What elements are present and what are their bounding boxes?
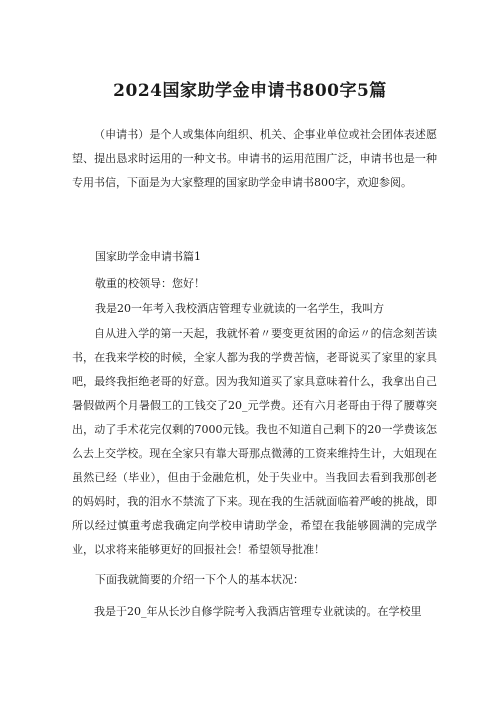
section-heading: 国家助学金申请书篇1 [95,250,201,263]
greeting-line: 敬重的校领导：您好！ [95,277,205,290]
last-paragraph: 我是于20_年从长沙自修学院考入我酒店管理专业就读的。在学校里 [94,605,422,618]
intro-paragraph: （申请书）是个人或集体向组织、机关、企事业单位或社会团体表述愿望、提出恳求时运用的一种文书。申请书的运用范围广泛，申请书也是一种专用书信，下面是为大家整理的国家助学金申请书800字，欢迎参阅。 [72,128,437,189]
self-intro-line: 我是20一年考入我校酒店管理专业就读的一名学生，我叫方 [95,302,384,315]
basic-info-intro: 下面我就简要的介绍一下个人的基本状况： [95,573,304,586]
document-title: 2024国家助学金申请书800字5篇 [113,81,387,101]
body-paragraph: 自从进入学的第一天起，我就怀着〃要变更贫困的命运〃的信念刻苦读书，在我来学校的时候，全家人都为我的学费苦恼，老哥说买了家里的家具吧，最终我拒绝老哥的好意。因为我知道买了家具意味着什么，我拿出自己暑假做两个月暑假工的工钱交了20_元学费。还有六月老哥由于得了腰尊突出，动了手术花完仅剩的7000元钱。我也不知道自己剩下的20一学费该怎么去上交学校。现在全家只有靠大哥那点微薄的工资来维持生计，大姐现在虽然已经（毕业），但由于金融危机，处于失业中。当我回去看到我那创老的妈妈时，我的泪水不禁流了下来。现在我的生活就面临着严峻的挑战，即所以经过慎重考虑我确定向学校申请助学金，希望在我能够圆满的完成学业，以求将来能够更好的回报社会！希望领导批准！ [72,327,437,556]
